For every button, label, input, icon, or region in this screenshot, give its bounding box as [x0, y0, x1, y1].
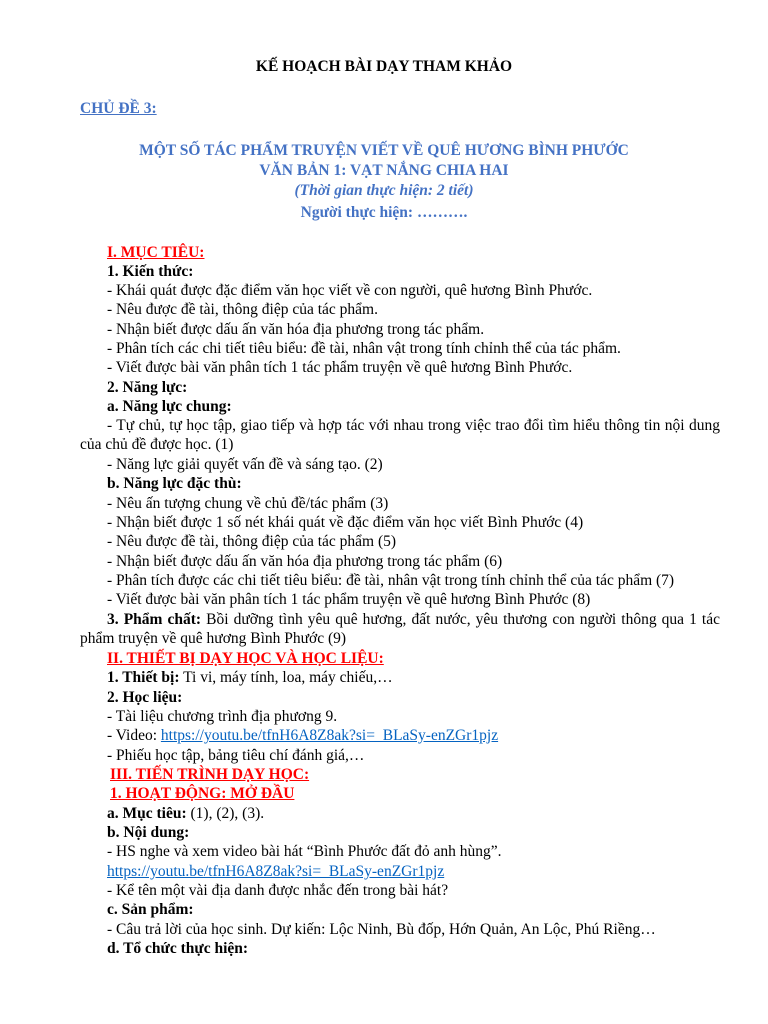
specific-competence-item: - Phân tích được các chi tiết tiêu biểu: đề tài, nhân vật trong tính chỉnh thể của tác phẩm (7): [107, 572, 675, 589]
knowledge-item: - Nêu được đề tài, thông điệp của tác phẩm.: [107, 301, 378, 318]
section-objectives-heading: I. MỤC TIÊU:: [107, 244, 205, 261]
general-competence-item: - Năng lực giải quyết vấn đề và sáng tạo. (2): [107, 456, 383, 473]
topic-label: CHỦ ĐỀ 3:: [80, 100, 157, 117]
quality-label: 3. Phẩm chất:: [107, 611, 202, 628]
song-video-link[interactable]: https://youtu.be/tfnH6A8Z8ak?si=_BLaSy-enZGr1pjz: [107, 863, 445, 880]
specific-competence-heading: b. Năng lực đặc thù:: [107, 475, 242, 492]
content-heading: b. Nội dung:: [107, 824, 190, 841]
quality-text: Bồi dưỡng tình yêu quê hương, đất nước, yêu thương con người thông qua 1 tác phẩm truyện về quê hương Bình Phước (9): [80, 611, 720, 647]
goal-text: (1), (2), (3).: [186, 805, 265, 822]
general-competence-item: - Tự chủ, tự học tập, giao tiếp và hợp tác với nhau trong việc trao đổi tìm hiểu thông tin nội dung của chủ đề được học. (1): [80, 417, 720, 453]
video-label: - Video:: [107, 727, 161, 744]
section-process-heading: III. TIẾN TRÌNH DẠY HỌC:: [110, 766, 310, 783]
content-item: - Kể tên một vài địa danh được nhắc đến trong bài hát?: [107, 882, 449, 899]
organization-heading: d. Tổ chức thực hiện:: [107, 940, 249, 957]
content-link-line: [107, 862, 444, 881]
knowledge-heading: 1. Kiến thức:: [107, 263, 194, 280]
specific-competence-item: - Nhận biết được dấu ấn văn hóa địa phương trong tác phẩm (6): [107, 553, 503, 570]
content-item: - HS nghe và xem video bài hát “Bình Phước đất đỏ anh hùng”.: [107, 843, 502, 860]
product-heading: c. Sản phẩm:: [107, 901, 194, 918]
materials-heading: 2. Học liệu:: [107, 689, 183, 706]
quality-paragraph: [80, 610, 720, 648]
specific-competence-item: - Viết được bài văn phân tích 1 tác phẩm truyện về quê hương Bình Phước (8): [107, 591, 591, 608]
knowledge-item: - Nhận biết được dấu ấn văn hóa địa phương trong tác phẩm.: [107, 321, 485, 338]
video-link[interactable]: https://youtu.be/tfnH6A8Z8ak?si=_BLaSy-enZGr1pjz: [160, 727, 499, 744]
topic-title: MỘT SỐ TÁC PHẨM TRUYỆN VIẾT VỀ QUÊ HƯƠNG BÌNH PHƯỚC: [139, 142, 629, 159]
duration-note: (Thời gian thực hiện: 2 tiết): [294, 182, 474, 199]
competence-heading: 2. Năng lực:: [107, 379, 188, 396]
text-title: VĂN BẢN 1: VẠT NẮNG CHIA HAI: [259, 162, 509, 179]
performer-line: Người thực hiện: ……….: [300, 204, 468, 221]
material-item: - Tài liệu chương trình địa phương 9.: [107, 708, 338, 725]
knowledge-item: - Phân tích các chi tiết tiêu biểu: đề tài, nhân vật trong tính chỉnh thể của tác phẩm.: [107, 340, 621, 357]
goal-line: [107, 804, 264, 823]
material-item: - Phiếu học tập, bảng tiêu chí đánh giá,…: [107, 747, 365, 764]
knowledge-item: - Khái quát được đặc điểm văn học viết về con người, quê hương Bình Phước.: [107, 282, 593, 299]
devices-line: [107, 668, 393, 687]
goal-label: a. Mục tiêu:: [107, 805, 187, 822]
general-competence-heading: a. Năng lực chung:: [107, 398, 232, 415]
document-title: KẾ HOẠCH BÀI DẠY THAM KHẢO: [255, 58, 513, 75]
specific-competence-item: - Nêu ấn tượng chung về chủ đề/tác phẩm (3): [107, 495, 389, 512]
activity-heading: 1. HOẠT ĐỘNG: MỞ ĐẦU: [110, 785, 295, 802]
video-line: [107, 726, 498, 745]
devices-label: 1. Thiết bị:: [107, 669, 180, 686]
section-equipment-heading: II. THIẾT BỊ DẠY HỌC VÀ HỌC LIỆU:: [107, 650, 384, 667]
specific-competence-item: - Nêu được đề tài, thông điệp của tác phẩm (5): [107, 533, 397, 550]
specific-competence-item: - Nhận biết được 1 số nét khái quát về đặc điểm văn học viết Bình Phước (4): [107, 514, 584, 531]
knowledge-item: - Viết được bài văn phân tích 1 tác phẩm truyện về quê hương Bình Phước.: [107, 359, 573, 376]
product-item: - Câu trả lời của học sinh. Dự kiến: Lộc Ninh, Bù đốp, Hớn Quản, An Lộc, Phú Riềng…: [107, 921, 656, 938]
devices-text: Ti vi, máy tính, loa, máy chiếu,…: [179, 669, 393, 686]
